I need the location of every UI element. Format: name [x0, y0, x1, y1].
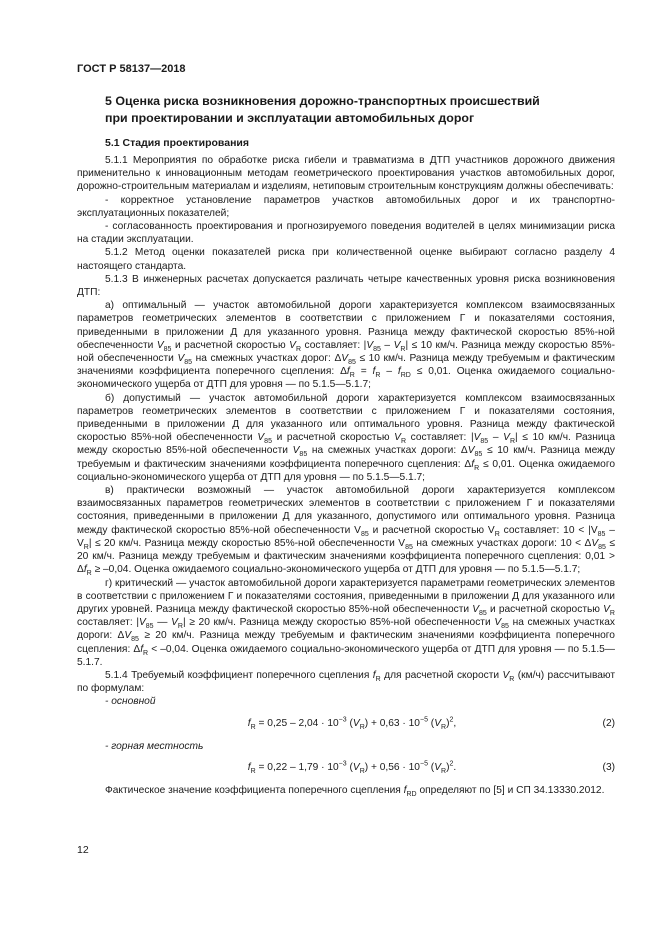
formula-2-expression: $f_R = 0,25 - 2,04 \cdot 10^{-3}$ $(V_R) + 0,63 \cdot 10^{-5}$ $(V_R)^2$,	[247, 716, 457, 731]
level-critical: г) критический — участок автомобильной дороги характеризуется параметрами геометрических элементов в соответствии с приложением Г и показателями состояния, приведенными в приложении Д для указанного или других уровней. Разница между фактической скоростью 85%-ной обеспеченности $V_{85}$ и расчетной скоростью $V_R$ составляет: $|V_{85}$ — $V_R| \ge 20$ км/ч. Разница между скоростью 85%-ной обеспеченности $V_{85}$ на смежных участках дороги: $\Delta V_{85} \ge 20$ км/ч. Разница между требуемым и фактическим значениями коэффициента поперечного сцепления: $\Delta f_R < -0,04$. Оценка ожидаемого социально-экономического ущерба от ДТП для уровня — по 5.1.5—5.1.7.	[77, 577, 615, 668]
subsection-title: 5.1 Стадия проектирования	[105, 137, 250, 149]
body-text	[77, 154, 615, 797]
paragraph-5-1-4: 5.1.4 Требуемый коэффициент поперечного сцепления $f_R$ для расчетной скорости $V_R$ (км/ч) рассчитывают по формулам:	[77, 669, 615, 695]
paragraph-actual-coefficient: Фактическое значение коэффициента поперечного сцепления $f_{RD}$ определяют по [5] и СП 34.13330.2012.	[105, 785, 605, 799]
formula-3	[77, 761, 615, 774]
section-title-line-1: 5 Оценка риска возникновения дорожно-транспортных происшествий	[105, 94, 540, 108]
level-acceptable: б) допустимый — участок автомобильной дороги характеризуется комплексом взаимосвязанных параметров геометрических элементов в соответствии с приложением Г и показателями состояния, приведенными в приложении Д для указанного или оптимального уровня. Разница между фактической скоростью 85%-ной обеспеченности $V_{85}$ и расчетной скоростью $V_R$ составляет: $|V_{85} - V_R| \le 10$ км/ч. Разница между скоростью 85%-ной обеспеченности $V_{85}$ на смежных участках дороги: $\Delta V_{85} \le 10$ км/ч. Разница между требуемым и фактическим значениями коэффициента поперечного сцепления: $\Delta f_R \le 0,01$. Оценка ожидаемого социально-экономического ущерба от ДТП для уровня — по 5.1.5—5.1.7;	[77, 392, 616, 483]
section-title-line-2: при проектировании и эксплуатации автомобильных дорог	[105, 111, 475, 125]
formula-label-mountain: - горная местность	[105, 740, 204, 752]
document-header: ГОСТ Р 58137—2018	[77, 63, 186, 75]
level-practically-possible: в) практически возможный — участок автомобильной дороги характеризуется комплексом взаимосвязанных параметров геометрических элементов в соответствии с приложением Г и показателями состояния, приведенными в приложении Д для указанного, допустимого или оптимального уровня. Разница между фактической скоростью 85%-ной обеспеченности $V_{85}$ и расчетной скоростью $V_R$ составляет: $10 < |V_{85} - V_R| \le 20$ км/ч. Разница между скоростью 85%-ной обеспеченности $V_{85}$ на смежных участках дороги: $10 < \Delta V_{85} \le 20$ км/ч. Разница между требуемым и фактическим значениями коэффициента поперечного сцепления: $0,01 > \Delta f_R \ge -0,04$. Оценка ожидаемого социально-экономического ущерба от ДТП для уровня — по 5.1.5—5.1.7;	[77, 485, 615, 578]
bullet-item: - согласованность проектирования и прогнозируемого поведения водителей в целях минимизации риска на стадии эксплуатации.	[77, 221, 615, 246]
formula-2-number: (2)	[602, 717, 615, 729]
page-number: 12	[77, 844, 89, 856]
formula-3-number: (3)	[602, 761, 615, 773]
formula-3-expression: $f_R = 0,22 - 1,79 \cdot 10^{-3}$ $(V_R) + 0,56 \cdot 10^{-5}$ $(V_R)^2$.	[247, 760, 457, 775]
bullet-item: - корректное установление параметров участков автомобильных дорог и их транспортно-эксплуатационных показателей;	[77, 194, 615, 219]
paragraph-5-1-2: 5.1.2 Метод оценки показателей риска при количественной оценке выбирают согласно разделу 4 настоящего стандарта.	[77, 247, 615, 272]
paragraph-5-1-3: 5.1.3 В инженерных расчетах допускается различать четыре качественных уровня риска возникновения ДТП:	[77, 273, 615, 299]
level-optimal: а) оптимальный — участок автомобильной дороги характеризуется комплексом взаимосвязанных параметров геометрических элементов в соответствии с приложением Г и показателями состояния, приведенными в приложении Д для указанного уровня. Разница между фактической скоростью 85%-ной обеспеченности $V_{85}$ и расчетной скоростью $V_R$ составляет: $|V_{85} - V_R| \le 10$ км/ч. Разница между скоростью 85%-ной обеспеченности $V_{85}$ на смежных участках дорог: $\Delta V_{85} \le 10$ км/ч. Разница между требуемым и фактическим значениями коэффициента поперечного сцепления: $\Delta f_R = f_R - f_{RD} \le 0,01$. Оценка ожидаемого социально-экономического ущерба от ДТП для уровня — по 5.1.5—5.1.7;	[77, 300, 615, 391]
section-title	[105, 93, 625, 127]
formula-label-main: - основной	[105, 696, 156, 708]
formula-2	[77, 717, 615, 730]
paragraph-5-1-1: 5.1.1 Мероприятия по обработке риска гибели и травматизма в ДТП участников дорожного движения применительно к инновационным методам геометрического проектирования участков автомобильных дорог, дорожно-строительным материалам и изделиям, нетиповым строительным конструкциям должны обеспечивать:	[77, 155, 615, 193]
